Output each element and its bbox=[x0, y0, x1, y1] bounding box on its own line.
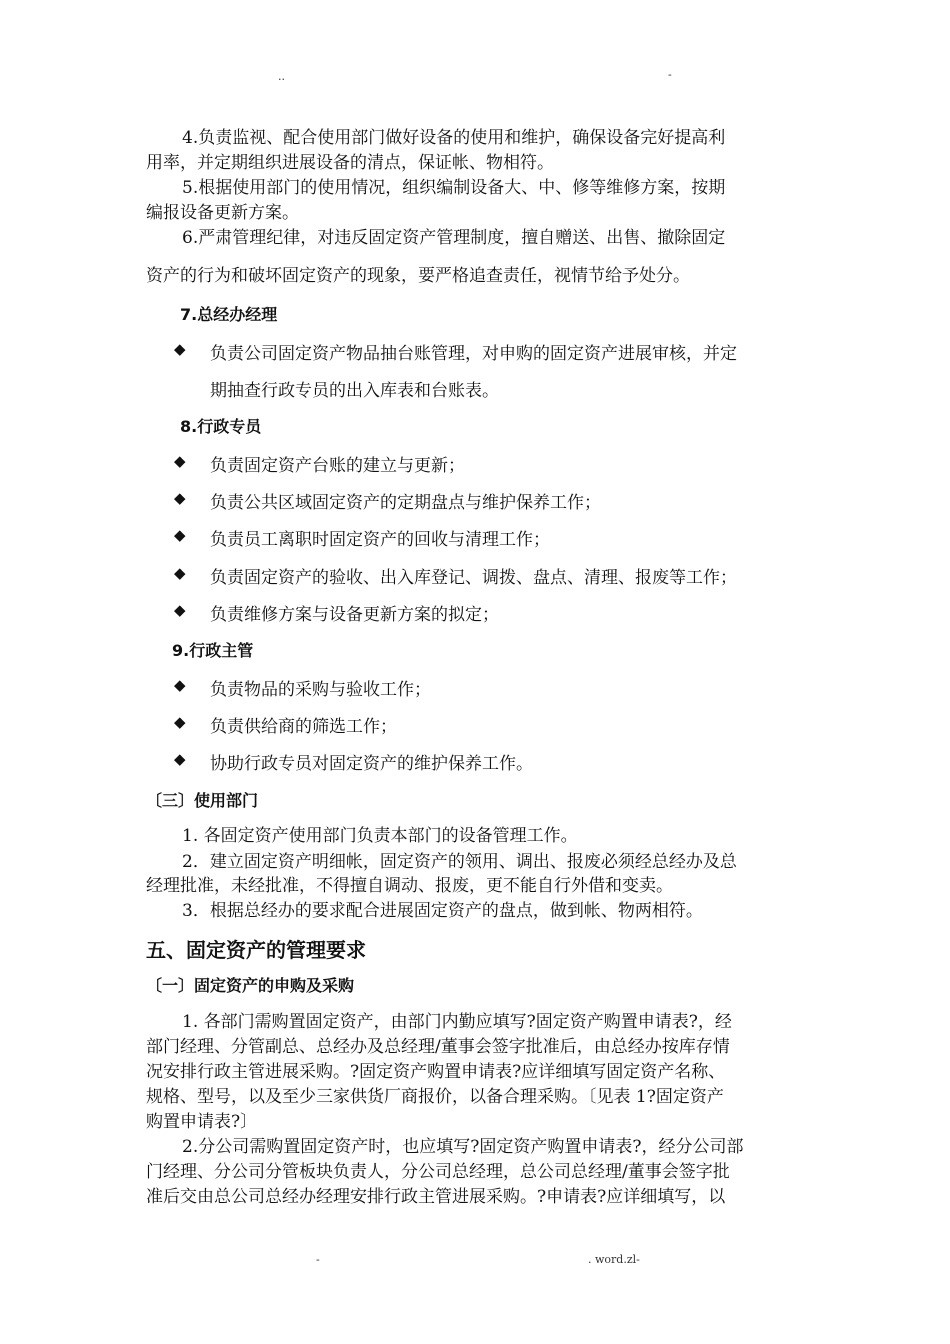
usage-dept-para-1: 1. 各固定资产使用部门负责本部门的设备管理工作。 bbox=[182, 826, 578, 846]
diamond-bullet-icon: ◆ bbox=[174, 713, 186, 731]
para-5-line-1: 5.根据使用部门的使用情况，组织编制设备大、中、修等维修方案，按期 bbox=[182, 178, 726, 198]
section-7-bullet-line-2: 期抽查行政专员的出入库表和台账表。 bbox=[210, 381, 499, 401]
para-6-line-1: 6.严肃管理纪律，对违反固定资产管理制度，擅自赠送、出售、撤除固定 bbox=[182, 228, 726, 248]
section-7-bullet-line-1: 负责公司固定资产物品抽台账管理，对申购的固定资产进展审核，并定 bbox=[210, 344, 737, 364]
section-8-title: 8.行政专员 bbox=[180, 417, 262, 436]
subsection-1-para-2-line-1: 2.分公司需购置固定资产时，也应填写?固定资产购置申请表?，经分公司部 bbox=[182, 1137, 744, 1157]
footer-left-mark: - bbox=[316, 1253, 320, 1266]
chapter-5-heading: 五、固定资产的管理要求 bbox=[146, 938, 366, 962]
section-8-item: 负责员工离职时固定资产的回收与清理工作； bbox=[210, 530, 550, 550]
subsection-1-para-1-line-4: 规格、型号，以及至少三家供货厂商报价，以备合理采购。〔见表 1?固定资产 bbox=[146, 1087, 724, 1107]
para-4-line-1: 4.负责监视、配合使用部门做好设备的使用和维护，确保设备完好提高利 bbox=[182, 128, 726, 148]
section-9-title: 9.行政主管 bbox=[172, 641, 254, 660]
diamond-bullet-icon: ◆ bbox=[174, 750, 186, 768]
section-9-item: 负责供给商的筛选工作； bbox=[210, 717, 397, 737]
para-5-line-2: 编报设备更新方案。 bbox=[146, 203, 299, 223]
diamond-bullet-icon: ◆ bbox=[174, 564, 186, 582]
subsection-1-title: 〔一〕固定资产的申购及采购 bbox=[146, 976, 355, 995]
header-left-mark: .. bbox=[278, 70, 285, 83]
section-8-item: 负责维修方案与设备更新方案的拟定； bbox=[210, 605, 499, 625]
section-8-item: 负责公共区域固定资产的定期盘点与维护保养工作； bbox=[210, 493, 601, 513]
diamond-bullet-icon: ◆ bbox=[174, 601, 186, 619]
footer-right-text: . word.zl- bbox=[588, 1253, 640, 1266]
header-right-mark: - bbox=[668, 68, 672, 81]
diamond-bullet-icon: ◆ bbox=[174, 340, 186, 358]
diamond-bullet-icon: ◆ bbox=[174, 452, 186, 470]
para-4-line-2: 用率，并定期组织进展设备的清点，保证帐、物相符。 bbox=[146, 153, 554, 173]
subsection-1-para-1-line-5: 购置申请表?〕 bbox=[146, 1112, 258, 1132]
usage-dept-para-2-line-2: 经理批准，未经批准，不得擅自调动、报废，更不能自行外借和变卖。 bbox=[146, 876, 673, 896]
subsection-1-para-2-line-2: 门经理、分公司分管板块负责人，分公司总经理，总公司总经理/董事会签字批 bbox=[146, 1162, 730, 1182]
para-6-line-2: 资产的行为和破坏固定资产的现象，要严格追查责任，视情节给予处分。 bbox=[146, 266, 690, 286]
diamond-bullet-icon: ◆ bbox=[174, 676, 186, 694]
subsection-1-para-2-line-3: 准后交由总公司总经办经理安排行政主管进展采购。?申请表?应详细填写，以 bbox=[146, 1187, 726, 1207]
section-9-item: 负责物品的采购与验收工作； bbox=[210, 680, 431, 700]
subsection-1-para-1-line-3: 况安排行政主管进展采购。?固定资产购置申请表?应详细填写固定资产名称、 bbox=[146, 1062, 726, 1082]
subsection-1-para-1-line-1: 1. 各部门需购置固定资产，由部门内勤应填写?固定资产购置申请表?，经 bbox=[182, 1012, 732, 1032]
usage-dept-para-2-line-1: 2．建立固定资产明细帐，固定资产的领用、调出、报废必须经总经办及总 bbox=[182, 852, 737, 872]
subsection-1-para-1-line-2: 部门经理、分管副总、总经办及总经理/董事会签字批准后，由总经办按库存情 bbox=[146, 1037, 730, 1057]
usage-dept-para-3: 3．根据总经办的要求配合进展固定资产的盘点，做到帐、物两相符。 bbox=[182, 901, 703, 921]
section-usage-dept-title: 〔三〕使用部门 bbox=[146, 791, 259, 810]
section-7-title: 7.总经办经理 bbox=[180, 305, 278, 324]
diamond-bullet-icon: ◆ bbox=[174, 489, 186, 507]
diamond-bullet-icon: ◆ bbox=[174, 526, 186, 544]
section-8-item: 负责固定资产台账的建立与更新； bbox=[210, 456, 465, 476]
section-8-item: 负责固定资产的验收、出入库登记、调拨、盘点、清理、报废等工作； bbox=[210, 568, 737, 588]
section-9-item: 协助行政专员对固定资产的维护保养工作。 bbox=[210, 754, 533, 774]
